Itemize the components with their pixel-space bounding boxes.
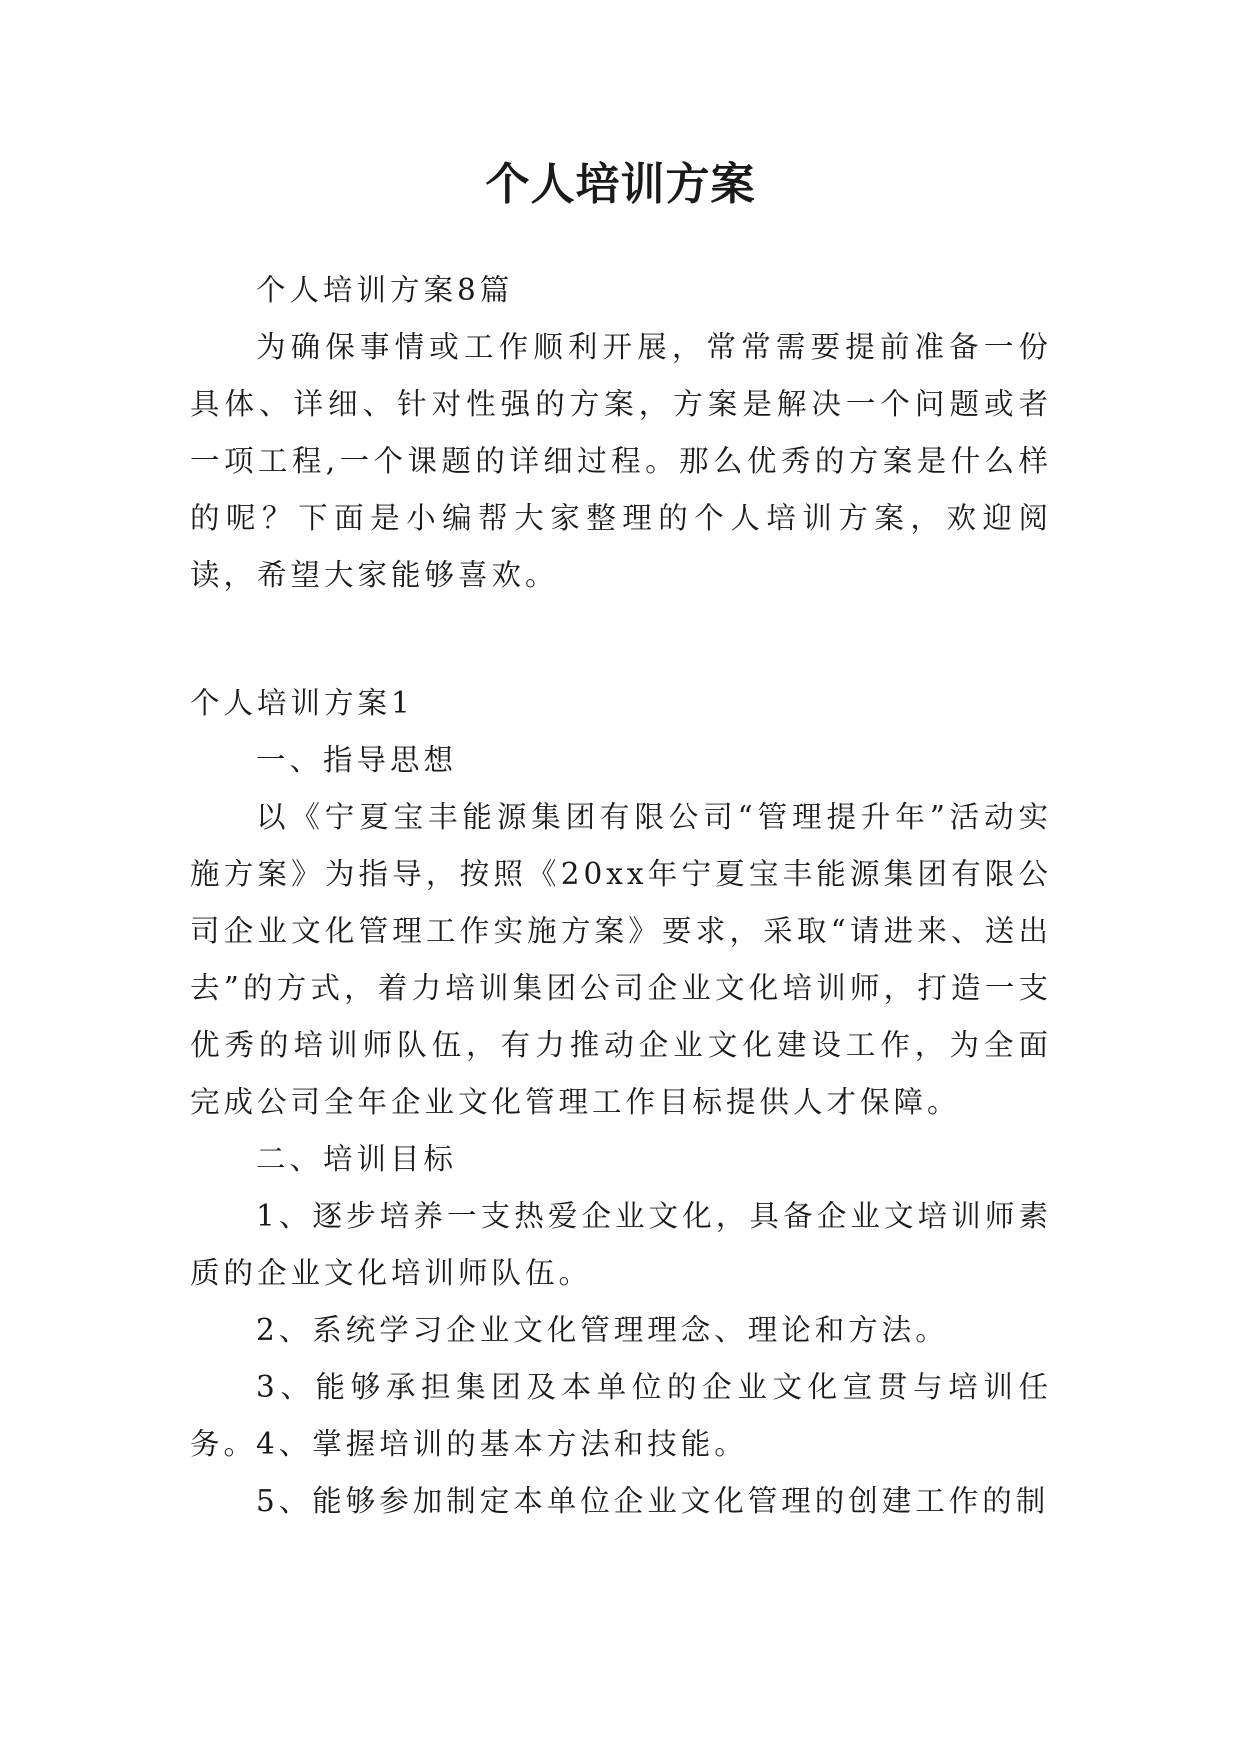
- subheading-training-goals: 二、培训目标: [256, 1142, 458, 1176]
- intro-paragraph: 为确保事情或工作顺利开展，常常需要提前准备一份具体、详细、针对性强的方案，方案是解决一个问题或者一项工程,一个课题的详细过程。那么优秀的方案是什么样的呢？下面是小编帮大家整理的个人培训方案，欢迎阅读，希望大家能够喜欢。: [190, 330, 1052, 592]
- intro-heading: 个人培训方案8篇: [256, 273, 514, 307]
- goal-item-3: 3、能够承担集团及本单位的企业文化宣贯与培训任务。: [190, 1370, 1052, 1461]
- section-heading-plan-1: 个人培训方案1: [190, 686, 414, 720]
- subheading-guiding-ideology: 一、指导思想: [256, 743, 458, 777]
- guiding-ideology-paragraph: 以《宁夏宝丰能源集团有限公司“管理提升年”活动实施方案》为指导，按照《20xx年宁夏宝丰能源集团有限公司企业文化管理工作实施方案》要求，采取“请进来、送出去”的方式，着力培训集团公司企业文化培训师，打造一支优秀的培训师队伍，有力推动企业文化建设工作，为全面完成公司全年企业文化管理工作目标提供人才保障。: [190, 800, 1052, 1119]
- goal-item-1: 1、逐步培养一支热爱企业文化，具备企业文培训师素质的企业文化培训师队伍。: [190, 1199, 1052, 1290]
- goal-item-2: 2、系统学习企业文化管理理念、理论和方法。: [256, 1313, 949, 1347]
- goal-item-5: 5、能够参加制定本单位企业文化管理的创建工作的制: [256, 1484, 1050, 1518]
- goal-item-4: 4、掌握培训的基本方法和技能。: [256, 1427, 748, 1461]
- document-title: 个人培训方案: [485, 159, 756, 210]
